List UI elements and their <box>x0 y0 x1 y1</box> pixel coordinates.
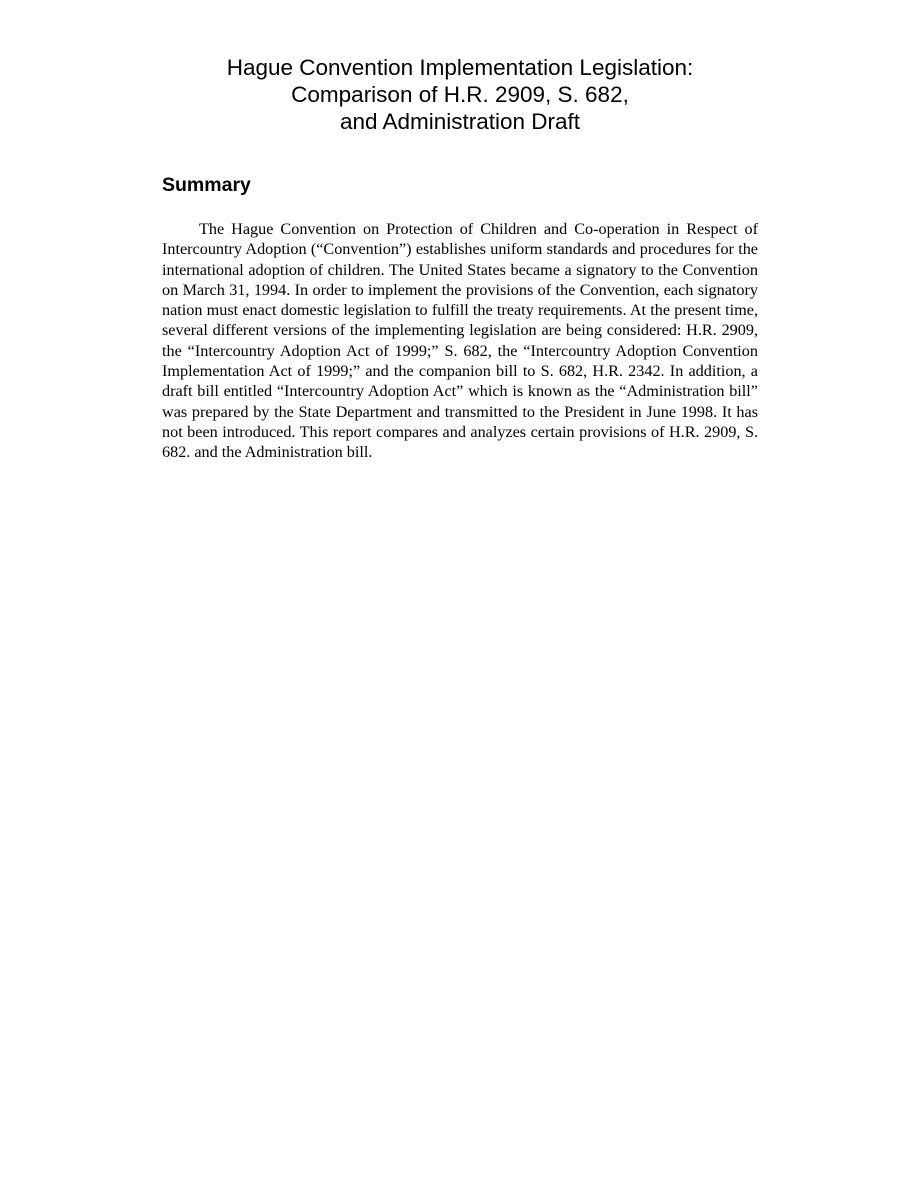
summary-paragraph: The Hague Convention on Protection of Children and Co-operation in Respect of Intercountry Adoption (“Convention”) establishes uniform standards and procedures for the international adoption of children. The United States became a signatory to the Convention on March 31, 1994. In order to implement the provisions of the Convention, each signatory nation must enact domestic legislation to fulfill the treaty requirements. At the present time, several different versions of the implementing legislation are being considered: H.R. 2909, the “Intercountry Adoption Act of 1999;” S. 682, the “Intercountry Adoption Convention Implementation Act of 1999;” and the companion bill to S. 682, H.R. 2342. In addition, a draft bill entitled “Intercountry Adoption Act” which is known as the “Administration bill” was prepared by the State Department and transmitted to the President in June 1998. It has not been introduced. This report compares and analyzes certain provisions of H.R. 2909, S. 682. and the Administration bill. <box>162 220 758 462</box>
title-line-2: Comparison of H.R. 2909, S. 682, <box>291 82 629 107</box>
title-line-3: and Administration Draft <box>339 109 581 134</box>
title-line-1: Hague Convention Implementation Legislation: <box>226 55 694 80</box>
document-title <box>162 54 758 135</box>
summary-heading: Summary <box>162 174 251 196</box>
document-page <box>162 54 758 463</box>
